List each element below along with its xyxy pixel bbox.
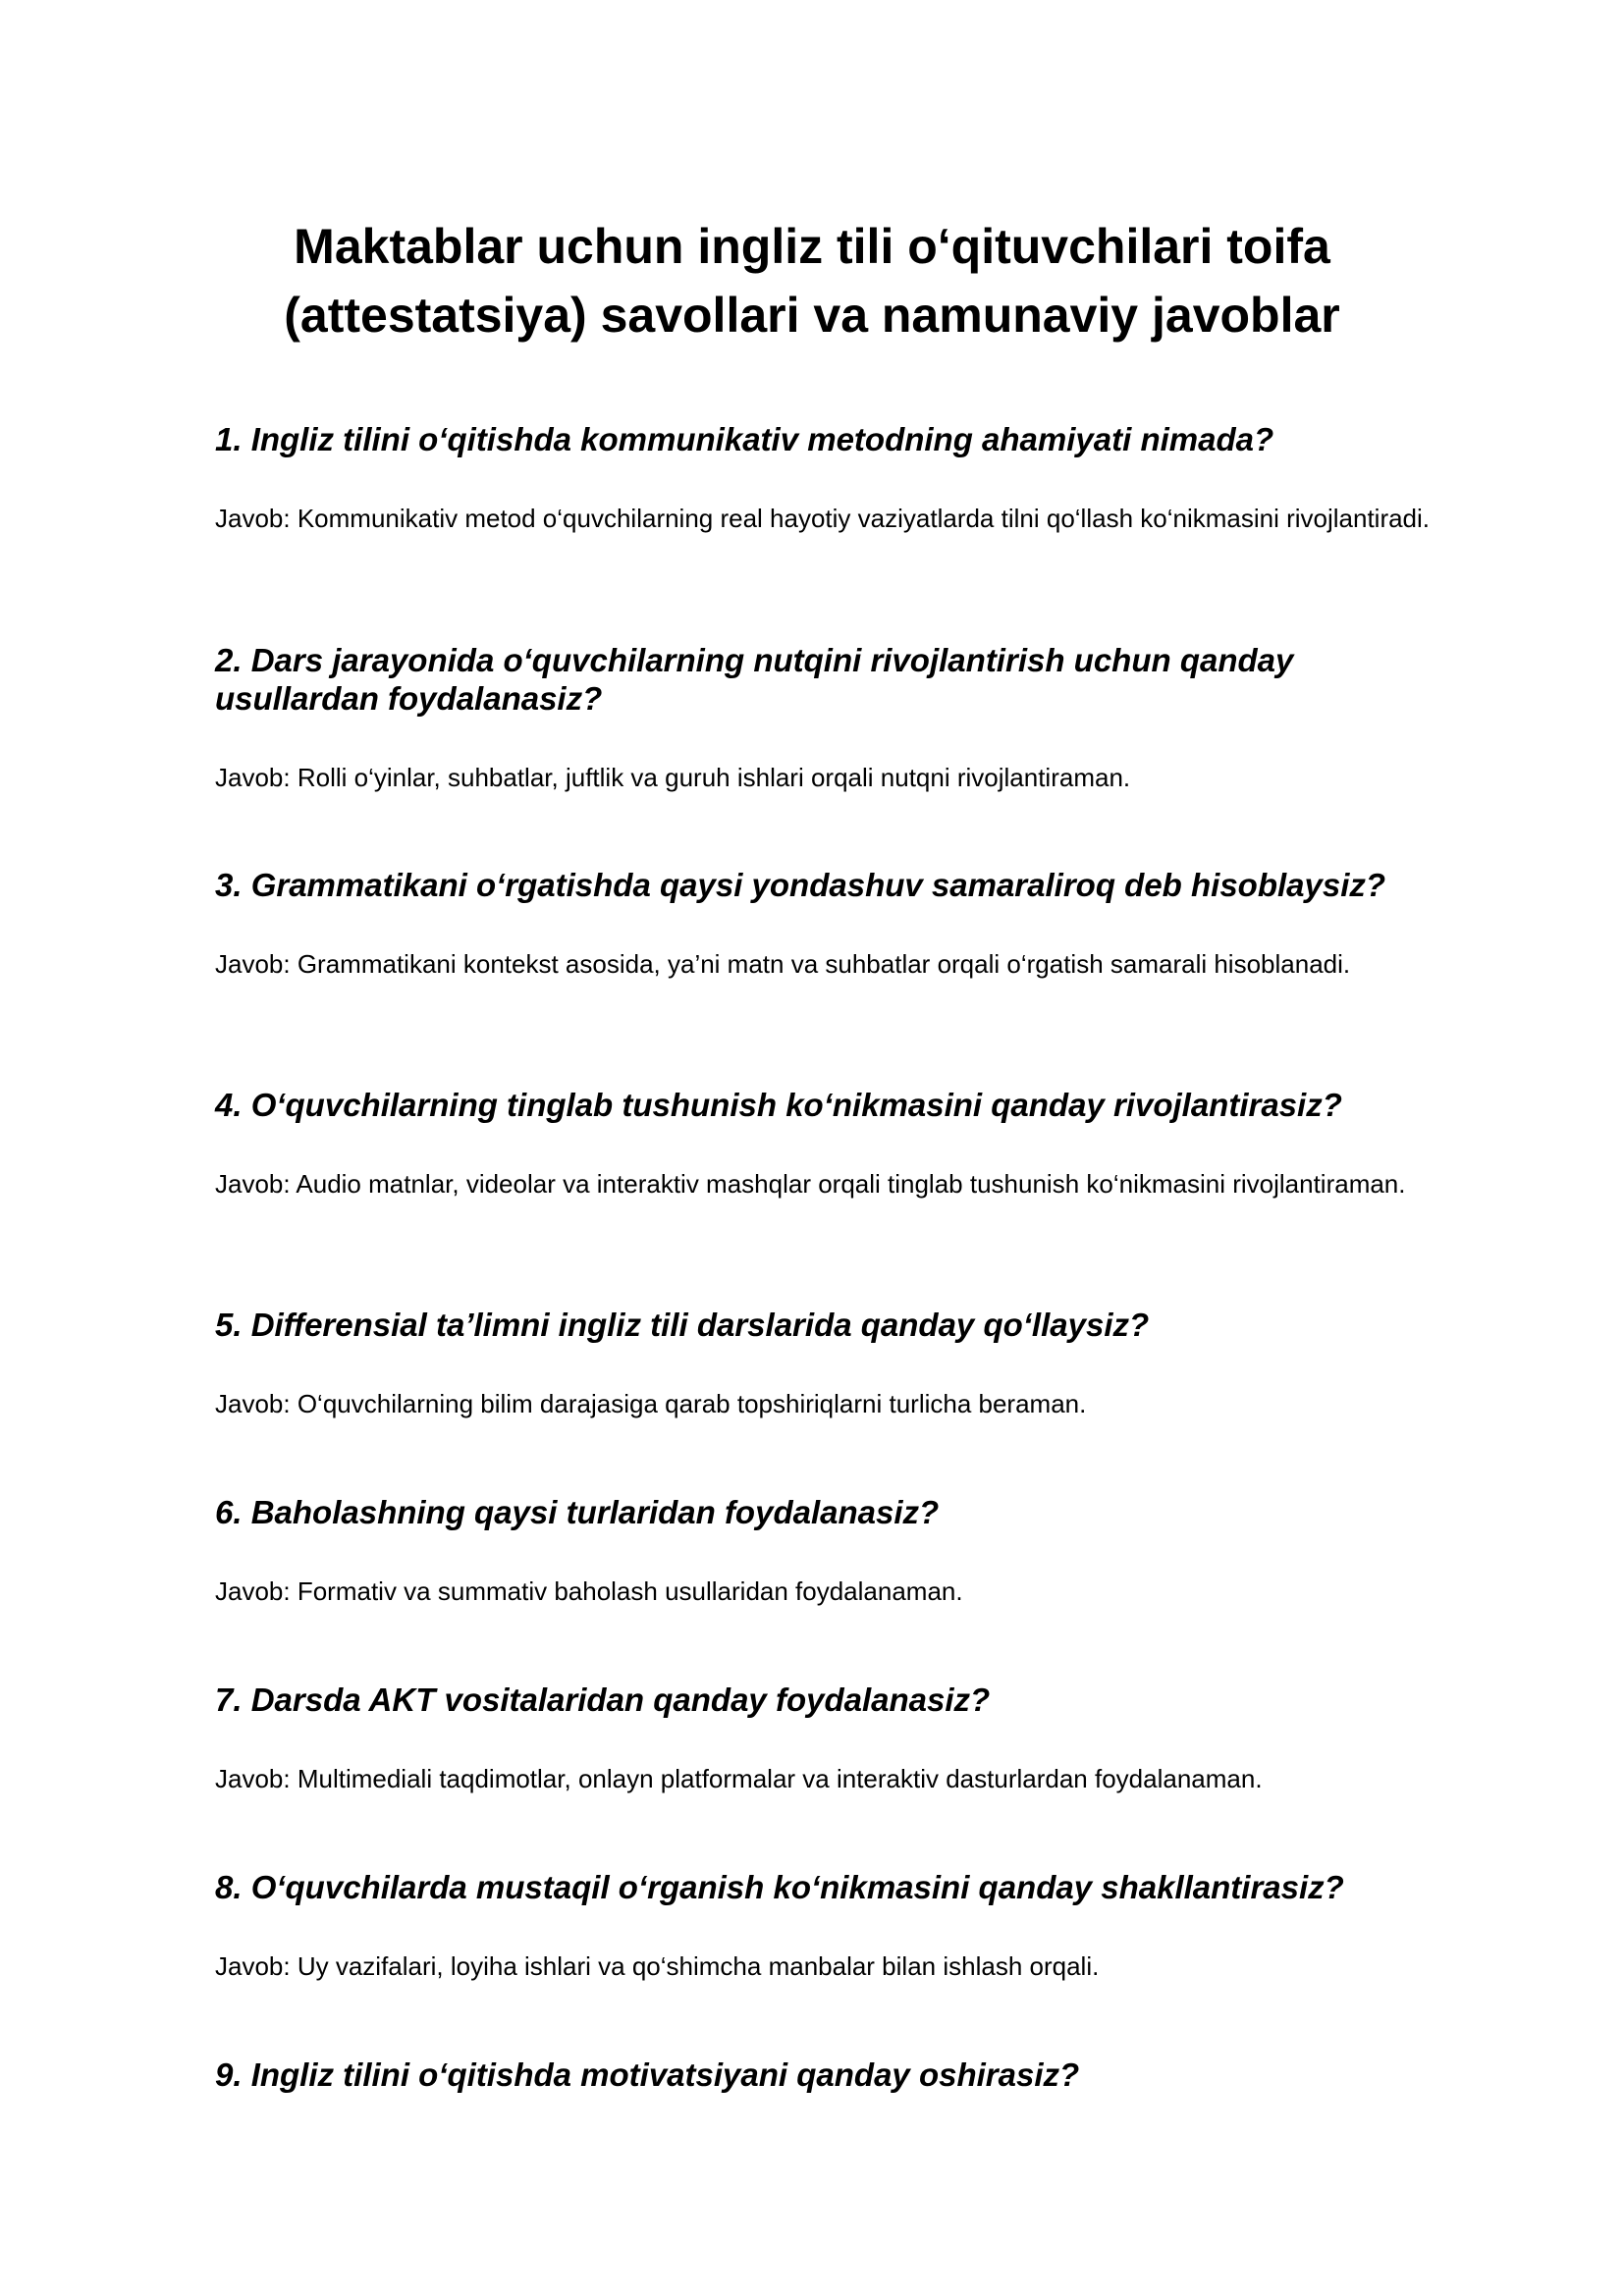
question-4: 4. O‘quvchilarning tinglab tushunish ko‘nikmasini qanday rivojlantirasiz? bbox=[215, 1087, 1342, 1123]
qa-item-2 bbox=[215, 641, 1433, 794]
qa-item-4 bbox=[215, 1086, 1433, 1201]
answer-8: Javob: Uy vazifalari, loyiha ishlari va qo‘shimcha manbalar bilan ishlash orqali. bbox=[215, 1951, 1100, 1981]
question-5: 5. Differensial ta’limni ingliz tili darslarida qanday qo‘llaysiz? bbox=[215, 1307, 1150, 1343]
qa-item-3 bbox=[215, 866, 1433, 981]
question-6: 6. Baholashning qaysi turlaridan foydalanasiz? bbox=[215, 1494, 940, 1530]
answer-2: Javob: Rolli o‘yinlar, suhbatlar, juftlik va guruh ishlari orqali nutqni rivojlantiraman. bbox=[215, 763, 1131, 792]
qa-item-5 bbox=[215, 1306, 1433, 1420]
answer-7: Javob: Multimediali taqdimotlar, onlayn platformalar va interaktiv dasturlardan foydalanaman. bbox=[215, 1764, 1263, 1793]
question-3: 3. Grammatikani o‘rgatishda qaysi yondashuv samaraliroq deb hisoblaysiz? bbox=[215, 867, 1386, 903]
question-7: 7. Darsda AKT vositalaridan qanday foydalanasiz? bbox=[215, 1682, 991, 1718]
answer-6: Javob: Formativ va summativ baholash usullaridan foydalanaman. bbox=[215, 1576, 963, 1606]
qa-item-6 bbox=[215, 1493, 1433, 1608]
answer-5: Javob: O‘quvchilarning bilim darajasiga qarab topshiriqlarni turlicha beraman. bbox=[215, 1389, 1087, 1418]
qa-item-7 bbox=[215, 1681, 1433, 1795]
answer-1: Javob: Kommunikativ metod o‘quvchilarning real hayotiy vaziyatlarda tilni qo‘llash ko‘nikmasini rivojlantiradi. bbox=[215, 504, 1431, 533]
question-9: 9. Ingliz tilini o‘qitishda motivatsiyani qanday oshirasiz? bbox=[215, 2056, 1080, 2093]
qa-item-8 bbox=[215, 1868, 1433, 1983]
document-title: Maktablar uchun ingliz tili o‘qituvchilari toifa (attestatsiya) savollari va namunaviy javoblar bbox=[284, 219, 1340, 343]
answer-4: Javob: Audio matnlar, videolar va interaktiv mashqlar orqali tinglab tushunish ko‘nikmasini rivojlantiraman. bbox=[215, 1169, 1406, 1199]
answer-3: Javob: Grammatikani kontekst asosida, ya’ni matn va suhbatlar orqali o‘rgatish samarali hisoblanadi. bbox=[215, 949, 1351, 979]
qa-item-1 bbox=[215, 420, 1433, 535]
question-1: 1. Ingliz tilini o‘qitishda kommunikativ metodning ahamiyati nimada? bbox=[215, 421, 1274, 457]
question-8: 8. O‘quvchilarda mustaqil o‘rganish ko‘nikmasini qanday shakllantirasiz? bbox=[215, 1869, 1344, 1905]
qa-item-9 bbox=[215, 2056, 1433, 2094]
question-2: 2. Dars jarayonida o‘quvchilarning nutqini rivojlantirish uchun qanday usullardan foydalanasiz? bbox=[215, 642, 1294, 717]
